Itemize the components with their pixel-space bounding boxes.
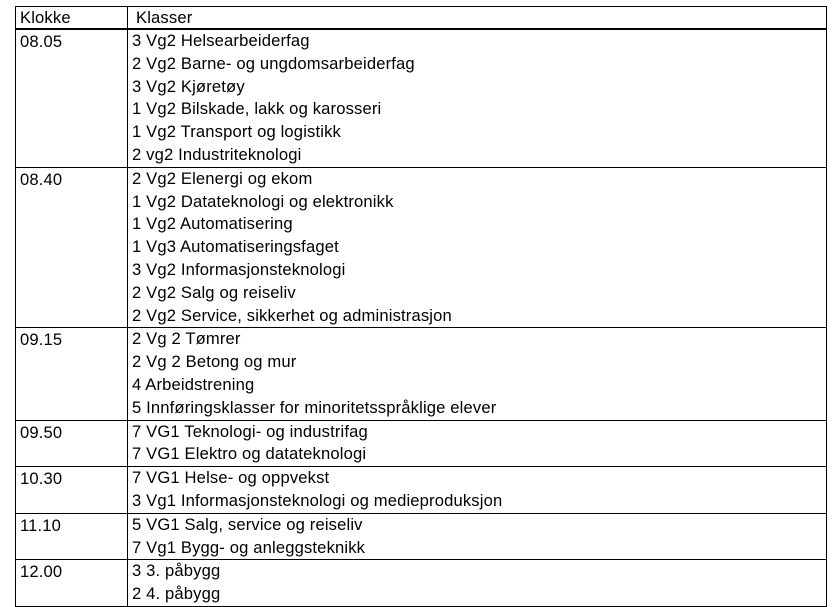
class-entry: 2 Vg 2 Tømrer: [132, 329, 241, 349]
time-cell: 10.30: [16, 467, 128, 514]
time-cell: 09.50: [16, 420, 128, 467]
class-entry: 2 Vg2 Elenergi og ekom: [132, 168, 313, 188]
time-column-header: Klokke: [16, 7, 128, 30]
classes-cell: [128, 29, 827, 167]
time-cell: 09.15: [16, 328, 128, 420]
header-row: [16, 7, 827, 30]
classes-cell: [128, 167, 827, 328]
time-cell: 12.00: [16, 560, 128, 607]
schedule-row: [16, 560, 827, 607]
classes-cell: [128, 328, 827, 420]
class-entry: 7 VG1 Elektro og datateknologi: [132, 444, 367, 464]
schedule-row: [16, 167, 827, 328]
class-entry: 2 4. påbygg: [132, 584, 221, 604]
class-entry: 4 Arbeidstrening: [132, 374, 255, 394]
class-entry: 2 Vg2 Salg og reiseliv: [132, 282, 296, 302]
class-entry: 3 Vg1 Informasjonsteknologi og medieproduksjon: [132, 490, 503, 510]
class-entry: 2 Vg2 Barne- og ungdomsarbeiderfag: [132, 53, 415, 73]
class-entry: 5 VG1 Salg, service og reiseliv: [132, 514, 363, 534]
schedule-row: [16, 420, 827, 467]
classes-column-header: Klasser: [128, 7, 827, 30]
class-entry: 7 Vg1 Bygg- og anleggsteknikk: [132, 537, 366, 557]
class-entry: 3 Vg2 Informasjonsteknologi: [132, 259, 346, 279]
class-entry: 2 Vg2 Service, sikkerhet og administrasjon: [132, 305, 452, 325]
schedule-row: [16, 328, 827, 420]
schedule-row: [16, 467, 827, 514]
schedule-row: [16, 513, 827, 560]
classes-cell: [128, 513, 827, 560]
time-cell: 08.40: [16, 167, 128, 328]
class-entry: 1 Vg2 Datateknologi og elektronikk: [132, 191, 394, 211]
class-entry: 1 Vg2 Automatisering: [132, 214, 293, 234]
schedule-table: [15, 6, 827, 607]
schedule-row: [16, 29, 827, 167]
class-entry: 3 Vg2 Kjøretøy: [132, 76, 245, 96]
time-cell: 08.05: [16, 29, 128, 167]
class-entry: 1 Vg3 Automatiseringsfaget: [132, 237, 339, 257]
class-entry: 1 Vg2 Bilskade, lakk og karosseri: [132, 99, 382, 119]
classes-cell: [128, 560, 827, 607]
time-cell: 11.10: [16, 513, 128, 560]
schedule-body: [16, 29, 827, 606]
class-entry: 3 Vg2 Helsearbeiderfag: [132, 31, 310, 50]
class-entry: 7 VG1 Teknologi- og industrifag: [132, 421, 368, 441]
class-entry: 2 vg2 Industriteknologi: [132, 144, 302, 164]
class-entry: 1 Vg2 Transport og logistikk: [132, 122, 341, 142]
class-entry: 5 Innføringsklasser for minoritetsspråklige elever: [132, 397, 497, 417]
class-entry: 7 VG1 Helse- og oppvekst: [132, 468, 330, 488]
class-entry: 3 3. påbygg: [132, 561, 221, 581]
classes-cell: [128, 420, 827, 467]
class-entry: 2 Vg 2 Betong og mur: [132, 352, 297, 372]
classes-cell: [128, 467, 827, 514]
